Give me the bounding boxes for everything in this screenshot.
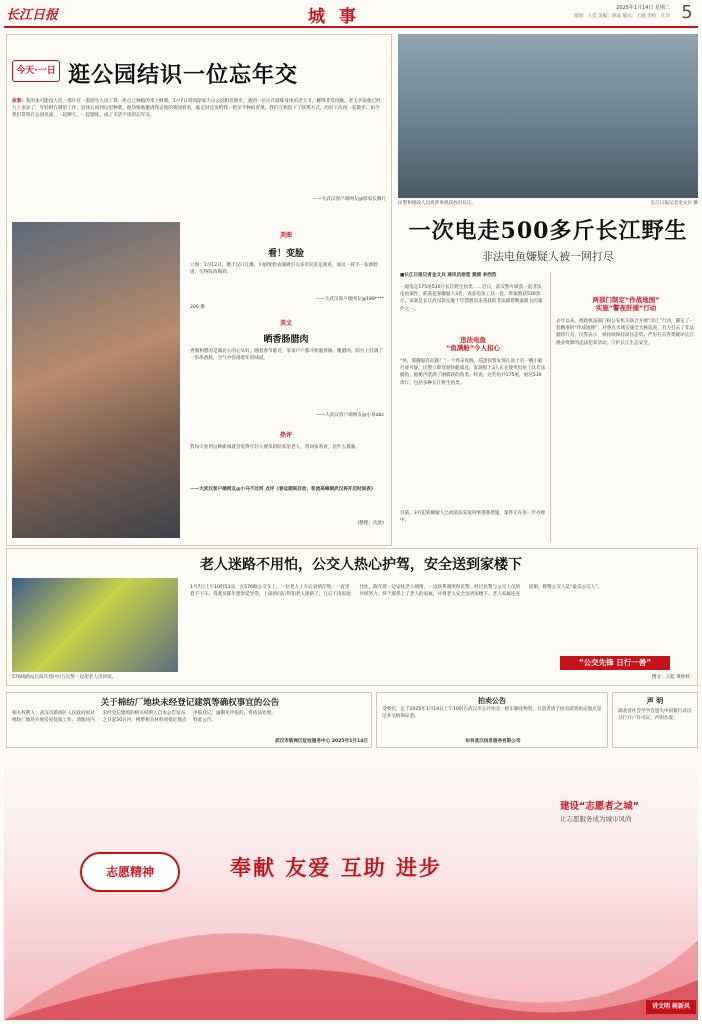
col-repin-title: 热评 [279,432,292,439]
auction-signoff: 如有武汉信息服务有限公司 [465,739,521,744]
children-photo [12,222,180,538]
notice-signoff: 武汉市新洲区征收服务中心 2025年1月14日 [275,739,368,744]
editors-line: 策划：王佳 美编：陈晶 版式：王刚 责校：江洋 [573,14,670,19]
col-meiwen-head: 晒香肠腊肉 [263,335,309,344]
story1-badge: 今天·一日 [12,60,60,82]
bus-staff-photo [12,578,178,672]
page-number: 5 [681,2,693,23]
story2-right-head: 两部门制定“作战地图” 实施“警夜肝捕”行动 [592,296,660,312]
col-meiguo-count: 206 摄 [190,305,205,310]
story2-subhead: 非法电鱼嫌疑人被一网打尽 [482,250,614,263]
story3-photo-caption: 576线路站长陈年建(中)与民警一起把老人送回家。 [12,675,117,680]
story3-byline: 撰文：王乾 黄妙妙 [651,675,690,680]
col-meiguo-body: 立图：1月12日，摄于汉口江滩，川剧变脸表演吸引众多市民驻足观看，演员一挥手一张新脸谱，引得阵阵喝彩。 [190,263,378,276]
story2-byline: ■长江日报记者金文兵 通讯员徐莹 黄媛 李西烈 [400,273,497,278]
promo-slogan: 奉献 友爱 互助 进步 [230,855,442,880]
col-meiwen-byline: ——大武汉客户端网友@小草abc [316,413,384,418]
col-meiguo-head: 看！变脸 [267,249,304,258]
story2-headline: 一次电走500多斤长江野生 [408,218,688,244]
story1-byline: ——大武汉客户端网友@影家长腾行 [312,197,386,202]
story2-right-body: 去年以来，渔政执法部门和公安机关联合开展“清江”行动，制定了一套精准的“作战地图”，对重点水域实施全天候巡查，有力打击了非法捕捞行为。民警表示，将持续保持高压态势，严厉打击各类破坏长江渔业资源的违法犯罪活动，守护长江生态安全。 [556,319,694,346]
notice-title: 关于棉纺厂地块未经登记建筑等确权事宜的公告 [100,698,280,708]
notice-body: 相关权利人：武汉市新洲区人民政府拟对棉纺厂地块开展房屋征收工作。请地块内未经登记建筑的相关权利人自本公告发布之日起30日内，携带相关材料到指定地点申报登记。逾期未申报的，将依法处理。特此公告。 [12,711,276,724]
statement-title: 声 明 [646,697,664,705]
promo-bird-art [4,870,698,1020]
promo-title: 建设“志愿者之城” [560,801,639,812]
section-title: 城 事 [308,7,360,24]
story2-column-rule [550,272,551,542]
story1-label: 故事： [12,99,26,104]
photo-caption: 民警和渔政人员将涉事渔获放归长江。 [398,201,477,206]
date-line: 2025年1月14日 星期二 [616,5,670,11]
story2-body1: 一船电走175尾530斤长江野生鱼类……近日，武汉警方破获一起非法电鱼案件，抓获犯罪嫌疑人3名，查获电鱼工具一套，涉案渔获530余斤。该案是长江武汉段实施十年禁渔以来查获的非法捕捞数量最大的案件之一。 [400,285,543,312]
col-repin-byline: ——大武汉客户端网友@小马不过河 点评《春运期间启动，客流高峰期武汉将开启时间表》 [190,487,376,492]
col-meiwen-title: 美文 [279,320,292,327]
release-fish-photo [398,34,698,198]
story2-body3: 目前，3名犯罪嫌疑人已被依法采取刑事强制措施，案件正在进一步办理中。 [400,511,546,524]
col-repin-body: 我每天看到这种新闻就会觉得年轻人要多陪陪家里老人，常回家看看，比什么都强。 [190,445,360,450]
header-rule [4,26,698,28]
promo-footer: 讲文明 树新风 [646,1000,696,1014]
story1-body: 我的本可能没人信，那片有一张陌生人送了我一块自己种植的米上鲜菜。1月7日常到徐家大山公园附近散步，遇到一位正在锻炼身体的老大爷，聊得非常投缘。老大爷说他已经九十多岁了，年轻时在城里工作，退休后回到这里种菜。他热情地邀请我去他的菜园看看，临走时还送给我一把亲手种的青菜。我们互相留下了联系方式，约好下次再一起散步。如今我们常常在公园见面，一起聊天，一起锻炼，成了无话不谈的忘年交。 [12,99,381,119]
story3-slogan: “公交先锋 日行一善” [560,656,670,670]
story1-body-wrap [12,98,384,208]
promo-badge: 志愿精神 [80,852,180,892]
col-meiguo-title: 美图 [279,232,292,239]
story2-body2: “快，那艘船有问题！”一个周末夜晚，巡逻民警发现江面上有一艘小船行迹可疑。民警立即驾驶快艇靠近，发现船上3人正在使用电鱼工具非法捕鱼，船舱内装满了刚捕获的鱼类。经查，这些鱼共175尾，重达530余斤，包括多种长江野生鱼类。 [400,359,546,386]
auction-title: 拍卖公告 [478,697,506,705]
story2-section-head: 违法电鱼 “鱼满舱”令人扣心 [445,336,501,352]
col-meiwen-body: 香肠和腊肉是湖北人的心头好。随着春节临近，家家户户都开始灌香肠、腌腊肉，阳台上挂满了一串串香肠，空气中弥漫着年的味道。 [190,349,383,362]
story3-body: 1月7日上午10时53分，在576路公交车上，一位老人上车后表情茫然，一直坐着不下车。驾驶员陈年建察觉异常，上前询问后得知老人迷路了，且记不清家庭住址。陈年建一边安抚老人情绪，一边联系调度和民警。经过民警与公交人员的共同努力，终于联系上了老人的家属，并将老人安全送到家楼下。老人家属连连道谢，称赞公交人是“最美公交人”。 [190,585,603,598]
col-meiguo-byline: ——大武汉客户端网友@189**** [315,297,384,302]
col-repin-note: (整理：沈欣) [357,521,384,526]
photo-credit: 长江日报记者金文兵 摄 [650,201,698,206]
newspaper-name: 长江日报 [6,8,59,22]
auction-body: 受委托，定于2025年1月14日上午10时在武汉市公开拍卖一批车辆及物资，有意者请于拍卖前到指定地点登记并交纳保证金。 [382,707,602,720]
statement-body: 湖北省社会学学会遗失中国银行武汉分行开户许可证，声明作废。 [618,709,692,722]
story1-headline: 逛公园结识一位忘年交 [68,62,299,88]
story3-headline: 老人迷路不用怕，公交人热心护驾，安全送到家楼下 [200,557,522,573]
promo-subtitle: 让志愿服务成为城市风尚 [560,815,632,823]
